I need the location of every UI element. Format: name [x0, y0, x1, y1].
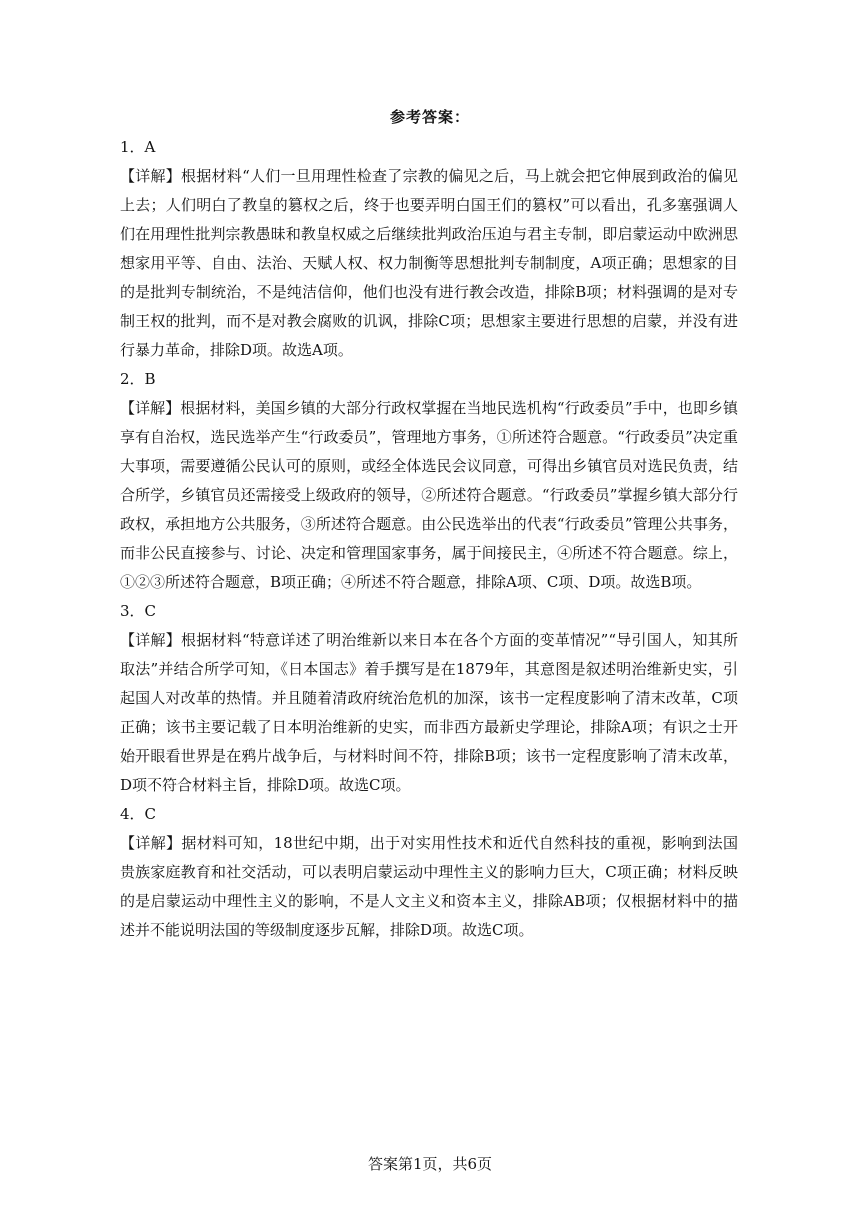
page-title: 参考答案：	[389, 108, 470, 126]
question-number: 2．B	[120, 370, 156, 388]
answer-explanation: 【详解】根据材料，美国乡镇的大部分行政权掌握在当地民选机构“行政委员”手中，也即乡镇享有自治权，选民选举产生“行政委员”，管理地方事务，①所述符合题意。“行政委员”决定重大事项，需要遵循公民认可的原则，或经全体选民会议同意，可得出乡镇官员对选民负责，结合所学，乡镇官员还需接受上级政府的领导，②所述符合题意。“行政委员”掌握乡镇大部分行政权，承担地方公共服务，③所述符合题意。由公民选举出的代表“行政委员”管理公共事务，而非公民直接参与、讨论、决定和管理国家事务，属于间接民主，④所述不符合题意。综上，①②③所述符合题意，B项正确；④所述不符合题意，排除A项、C项、D项。故选B项。	[120, 399, 738, 591]
answer-explanation: 【详解】根据材料“特意详述了明治维新以来日本在各个方面的变革情况”“导引国人，知其所取法”并结合所学可知，《日本国志》着手撰写是在1879年，其意图是叙述明治维新史实，引起国人对改革的热情。并且随着清政府统治危机的加深，该书一定程度影响了清末改革，C项正确；该书主要记载了日本明治维新的史实，而非西方最新史学理论，排除A项；有识之士开始开眼看世界是在鸦片战争后，与材料时间不符，排除B项；该书一定程度影响了清末改革，D项不符合材料主旨，排除D项。故选C项。	[120, 631, 738, 794]
question-number: 1．A	[120, 138, 156, 156]
answer-item	[120, 597, 738, 800]
answer-explanation: 【详解】据材料可知，18世纪中期，出于对实用性技术和近代自然科技的重视，影响到法国贵族家庭教育和社交活动，可以表明启蒙运动中理性主义的影响力巨大，C项正确；材料反映的是启蒙运动中理性主义的影响，不是人文主义和资本主义，排除AB项；仅根据材料中的描述并不能说明法国的等级制度逐步瓦解，排除D项。故选C项。	[120, 834, 738, 939]
question-number: 3．C	[120, 602, 157, 620]
answer-list	[120, 133, 738, 945]
answer-item	[120, 800, 738, 945]
answer-item	[120, 365, 738, 597]
answer-explanation: 【详解】根据材料“人们一旦用理性检查了宗教的偏见之后，马上就会把它伸展到政治的偏见上去；人们明白了教皇的篡权之后，终于也要弄明白国王们的篡权”可以看出，孔多塞强调人们在用理性批判宗教愚昧和教皇权威之后继续批判政治压迫与君主专制，即启蒙运动中欧洲思想家用平等、自由、法治、天赋人权、权力制衡等思想批判专制制度，A项正确；思想家的目的是批判专制统治，不是纯洁信仰，他们也没有进行教会改造，排除B项；材料强调的是对专制王权的批判，而不是对教会腐败的讥讽，排除C项；思想家主要进行思想的启蒙，并没有进行暴力革命，排除D项。故选A项。	[120, 167, 738, 359]
question-number: 4．C	[120, 805, 157, 823]
page-footer: 答案第1页，共6页	[367, 1155, 493, 1173]
answer-item	[120, 133, 738, 365]
